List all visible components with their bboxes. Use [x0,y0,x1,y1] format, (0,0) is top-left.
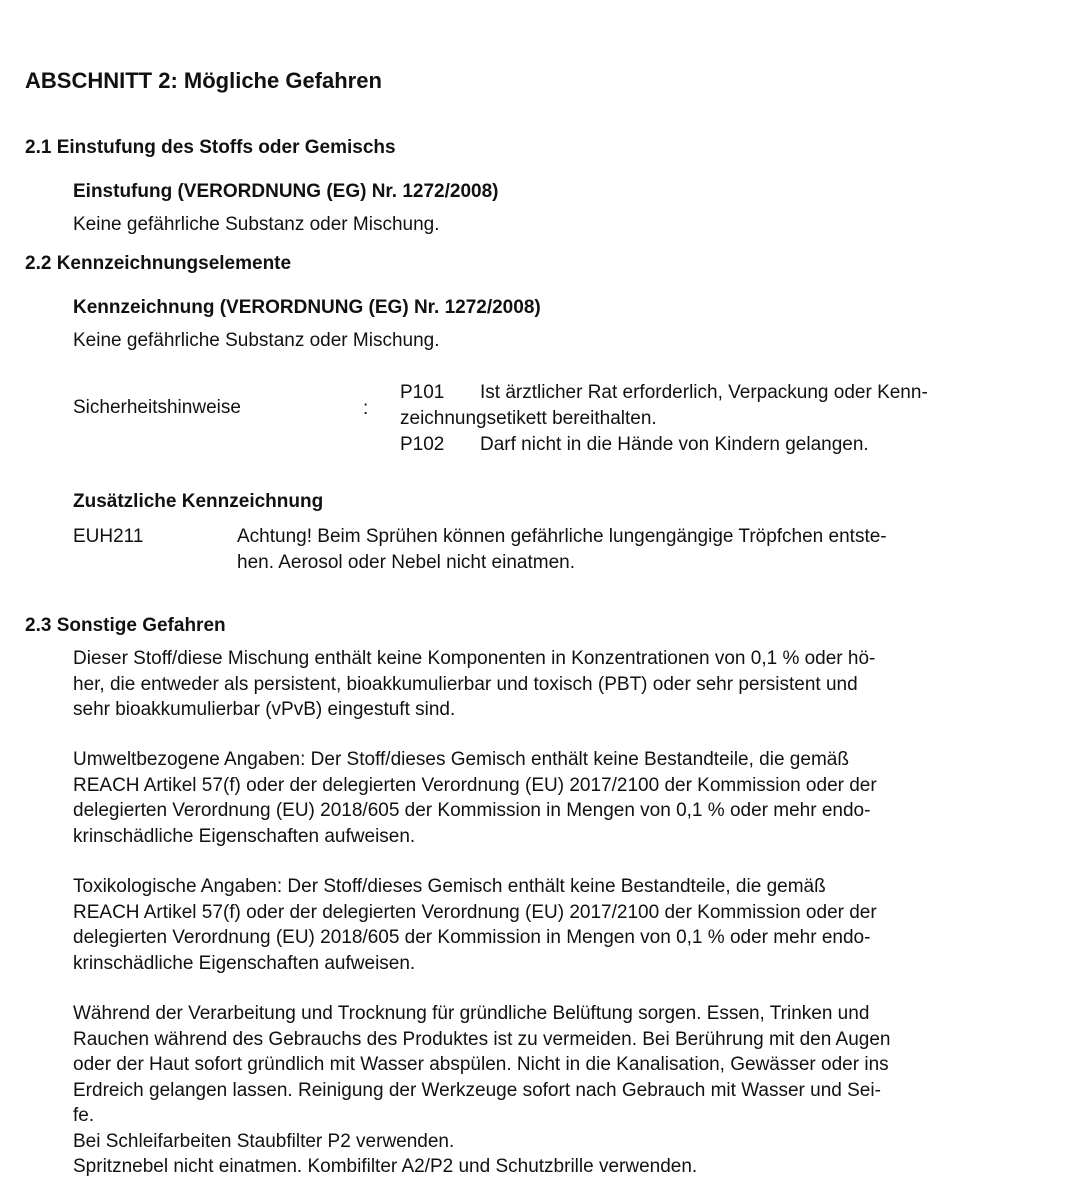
paragraph-line: krinschädliche Eigenschaften aufweisen. [73,825,416,847]
euh211-line: hen. Aerosol oder Nebel nicht einatmen. [237,551,575,573]
subheading-einstufung: Einstufung (VERORDNUNG (EG) Nr. 1272/2008) [73,181,499,202]
paragraph-line: REACH Artikel 57(f) oder der delegierten Verordnung (EU) 2017/2100 der Kommission oder der [73,901,877,923]
p101-line: zeichnungsetikett bereithalten. [400,408,657,429]
paragraph-line: Rauchen während des Gebrauchs des Produktes ist zu vermeiden. Bei Berührung mit den Augen [73,1028,891,1050]
paragraph-toxikologisch [73,874,877,976]
precautionary-label: Sicherheitshinweise [73,397,241,418]
euh211-text [237,524,887,575]
p102-code: P102 [400,434,445,455]
additional-heading: Zusätzliche Kennzeichnung [73,491,324,512]
paragraph-line: Umweltbezogene Angaben: Der Stoff/dieses Gemisch enthält keine Bestandteile, die gemäß [73,749,849,770]
heading-2-3: 2.3 Sonstige Gefahren [25,615,226,636]
p101-text-cont [400,406,657,432]
euh211-line: Achtung! Beim Sprühen können gefährliche lungengängige Tröpfchen entste- [237,526,887,547]
paragraph-line: Während der Verarbeitung und Trocknung für gründliche Belüftung sorgen. Essen, Trinken und [73,1003,870,1024]
subheading-kennzeichnung: Kennzeichnung (VERORDNUNG (EG) Nr. 1272/2008) [73,297,541,318]
paragraph-handling [73,1001,890,1180]
paragraph-line: sehr bioakkumulierbar (vPvB) eingestuft sind. [73,699,456,720]
kennzeichnung-text: Keine gefährliche Substanz oder Mischung. [73,330,440,351]
paragraph-umwelt [73,747,877,849]
p101-line: Ist ärztlicher Rat erforderlich, Verpackung oder Kenn- [480,382,928,403]
paragraph-line: fe. [73,1105,95,1126]
paragraph-line: Dieser Stoff/diese Mischung enthält keine Komponenten in Konzentrationen von 0,1 % oder hö- [73,648,876,669]
paragraph-pbt [73,646,875,723]
paragraph-line: Toxikologische Angaben: Der Stoff/dieses Gemisch enthält keine Bestandteile, die gemäß [73,876,826,897]
paragraph-line: Erdreich gelangen lassen. Reinigung der Werkzeuge sofort nach Gebrauch mit Wasser und Sei- [73,1079,881,1101]
p102-text: Darf nicht in die Hände von Kindern gelangen. [480,434,869,455]
paragraph-line: krinschädliche Eigenschaften aufweisen. [73,952,416,974]
paragraph-line: Bei Schleifarbeiten Staubfilter P2 verwenden. [73,1130,455,1152]
precautionary-colon: : [363,398,369,419]
paragraph-line: REACH Artikel 57(f) oder der delegierten Verordnung (EU) 2017/2100 der Kommission oder der [73,774,877,796]
paragraph-line: her, die entweder als persistent, bioakkumulierbar und toxisch (PBT) oder sehr persistent und [73,673,858,695]
heading-2-1: 2.1 Einstufung des Stoffs oder Gemischs [25,137,396,158]
paragraph-line: delegierten Verordnung (EU) 2018/605 der Kommission in Mengen von 0,1 % oder mehr endo- [73,800,871,821]
paragraph-line: oder der Haut sofort gründlich mit Wasser abspülen. Nicht in die Kanalisation, Gewässer oder ins [73,1054,889,1075]
heading-2-2: 2.2 Kennzeichnungselemente [25,253,292,274]
p101-text [480,380,928,406]
paragraph-line: Spritznebel nicht einatmen. Kombifilter A2/P2 und Schutzbrille verwenden. [73,1156,698,1177]
section-title: ABSCHNITT 2: Mögliche Gefahren [25,68,382,93]
paragraph-line: delegierten Verordnung (EU) 2018/605 der Kommission in Mengen von 0,1 % oder mehr endo- [73,927,871,948]
euh211-code: EUH211 [73,526,144,547]
einstufung-text: Keine gefährliche Substanz oder Mischung. [73,214,440,235]
p101-code: P101 [400,382,445,403]
